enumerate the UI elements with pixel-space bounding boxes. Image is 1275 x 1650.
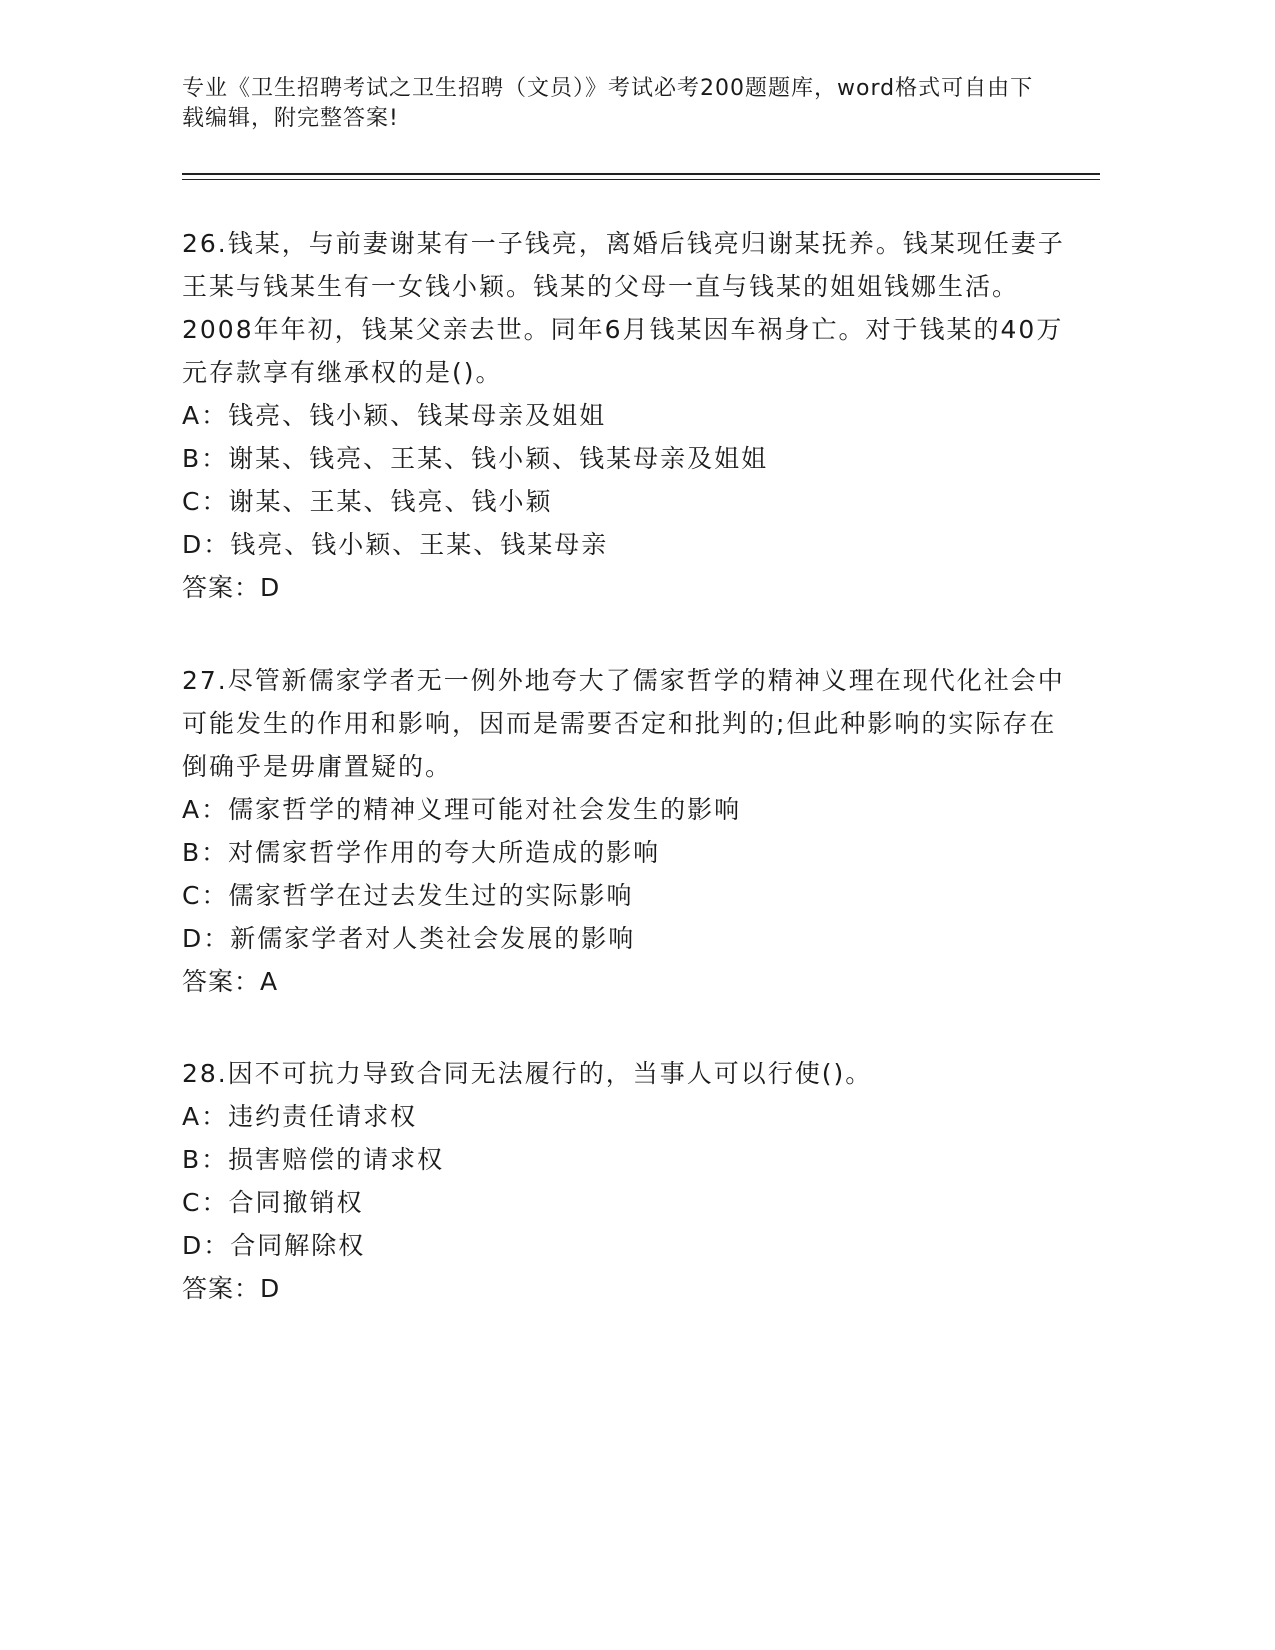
header-divider	[182, 173, 1100, 175]
option-a: A：儒家哲学的精神义理可能对社会发生的影响	[182, 795, 742, 824]
question-27	[182, 659, 1082, 1003]
header-intro-text: 专业《卫生招聘考试之卫生招聘（文员）》考试必考200题题库，word格式可自由下载编辑，附完整答案!	[182, 76, 1034, 131]
option-c: C：儒家哲学在过去发生过的实际影响	[182, 881, 634, 910]
question-stem: 27.尽管新儒家学者无一例外地夸大了儒家哲学的精神义理在现代化社会中可能发生的作用和影响，因而是需要否定和批判的;但此种影响的实际存在倒确乎是毋庸置疑的。	[182, 666, 1065, 781]
question-26	[182, 222, 1082, 609]
option-b: B：损害赔偿的请求权	[182, 1145, 445, 1174]
option-c: C：合同撤销权	[182, 1188, 364, 1217]
answer-line: 答案：D	[182, 1274, 281, 1303]
question-stem: 28.因不可抗力导致合同无法履行的，当事人可以行使()。	[182, 1059, 873, 1088]
option-b: B：谢某、钱亮、王某、钱小颖、钱某母亲及姐姐	[182, 444, 769, 473]
answer-line: 答案：D	[182, 573, 281, 602]
header-divider-thin	[182, 179, 1100, 180]
option-a: A：钱亮、钱小颖、钱某母亲及姐姐	[182, 401, 607, 430]
document-header	[182, 74, 1042, 134]
option-d: D：新儒家学者对人类社会发展的影响	[182, 924, 636, 953]
question-stem: 26.钱某，与前妻谢某有一子钱亮，离婚后钱亮归谢某抚养。钱某现任妻子王某与钱某生有一女钱小颖。钱某的父母一直与钱某的姐姐钱娜生活。2008年年初，钱某父亲去世。同年6月钱某因车祸身亡。对于钱某的40万元存款享有继承权的是()。	[182, 229, 1065, 387]
option-d: D：钱亮、钱小颖、王某、钱某母亲	[182, 530, 609, 559]
option-a: A：违约责任请求权	[182, 1102, 418, 1131]
answer-line: 答案：A	[182, 967, 279, 996]
option-c: C：谢某、王某、钱亮、钱小颖	[182, 487, 553, 516]
question-28	[182, 1052, 1082, 1310]
option-d: D：合同解除权	[182, 1231, 366, 1260]
option-b: B：对儒家哲学作用的夸大所造成的影响	[182, 838, 661, 867]
